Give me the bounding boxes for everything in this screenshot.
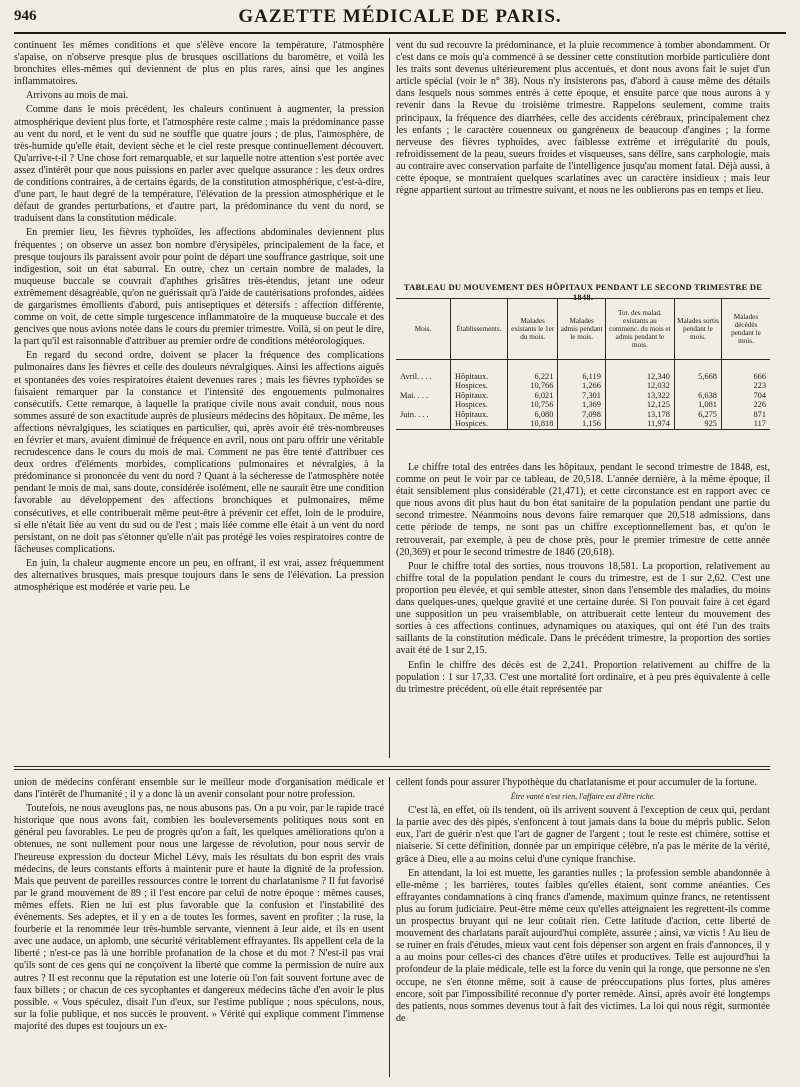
paragraph: vent du sud recouvre la prédominance, et la pluie recommence à tomber abondamment. Or c'est dans ce mois qu'a commencé à se dessiner cette constitution morbide particulière dont les traits sont devenus ultérieurement plus accentués, et dont nous avons fait le sujet d'un article spécial (voir le n° 38). Nous n'y insisterons pas, d'abord à cause même des détails dans lesquels nous sommes entrés à cette époque, et ensuite parce que nous aurons à y revenir dans la Revue du troisième trimestre. Rappelons seulement, comme traits principaux, la fréquence des diarrhées, celle des accidents cérébraux, principalement chez les enfants ; le caractère couenneux ou gangréneux de beaucoup d'angines ; la forme nerveuse des fièvres typhoïdes, avec faiblesse extrême et irrégularité du pouls, refroidissement de la peau, sueurs froides et visqueuses, sans délire, sans carphologie, mais au contraire avec conservation parfaite de l'intelligence jusqu'au moment fatal. Déjà aussi, à cette époque, se montraient quelques scarlatines avec un caractère insidieux ; mais leur règne appartient surtout au trimestre suivant, et nous ne les oublierons pas en temps et lieu. xyxy=(396,40,770,197)
column-top-right xyxy=(396,40,770,280)
paragraph: Pour le chiffre total des sorties, nous trouvons 18,581. La proportion, relativement au chiffre total de la population pendant le cours du trimestre, est de 1 sur 2,62. C'est une proportion peu élevée, et qui semble attester, sinon dans l'ensemble des maladies, du moins dans quelques-unes, quelque gravité et une certaine durée. Si l'on pouvait faire à cet égard une supposition un peu vraisemblable, on attribuerait cette lenteur du mouvement des sorties à ces affections continues, adynamiques ou ataxiques, qui ont été l'un des traits saillants de la constitution médicale. Dans le précédent trimestre, la proportion des sorties avait été de 1 sur 2,15. xyxy=(396,560,770,657)
table-cell: Hôpitaux. xyxy=(451,372,508,382)
table-cell: 226 xyxy=(721,400,770,410)
table-cell: 6,080 xyxy=(508,410,558,420)
table-cell: 7,301 xyxy=(558,391,606,401)
column-top-right-lower xyxy=(396,462,770,755)
table-cell: 13,178 xyxy=(605,410,674,420)
table-cell: Juin. . . . xyxy=(400,409,429,419)
table-cell: 704 xyxy=(721,391,770,401)
epigraph: Être vanté n'est rien, l'affaire est d'être riche. xyxy=(510,792,656,802)
table-cell: 13,322 xyxy=(605,391,674,401)
table-cell: 7,098 xyxy=(558,410,606,420)
table-cell: 5,668 xyxy=(674,372,721,382)
paragraph: Toutefois, ne nous aveuglons pas, ne nous abusons pas. On a pu voir, par le rapide tracé historique que nous avons fait, combien les bouleversements politiques nous sont en général peu favorables. Le peu de progrès qu'on a fait, les quelques améliorations qu'on a obtenues, ne sont nullement pour nous une largesse de révolution, pour nous servir de l'heureuse expression du docteur Michel Lévy, mais les résultats du bon esprit des vrais médecins, de leurs constants efforts à maintenir pure et haute la dignité de la profession. Mais que peuvent de pareilles ressources contre le torrent du charlatanisme ? Il fut favorisé par le grand mouvement de 89 ; il l'est encore par celui de notre époque : mêmes causes, mêmes effets. Rien ne lui est plus favorable que la confusion et l'instabilité des événements. Ses adeptes, et il y en a de toutes les formes, savent en profiter ; la ruse, la fourberie et la renommée leur très-humble servante, viennent à leur aide, et ils en usent avec une audace, un aplomb, une sécurité véritablement effrayantes. Ils appellent cela de la liberté ; n'est-ce pas là une horrible profanation de la chose et du mot ? N'est-il pas vrai qu'ils sont de ces gens qui ne conçoivent la liberté que comme la permission de nuire aux autres ? Il est reconnu que la réputation est une loterie où l'on fait souvent fortune avec de faux billets ; or chacun de ces sycophantes et dangereux médecins tâche d'en avoir le plus possible. « Vous spéculez, disait l'un d'eux, sur l'estime publique ; nous spéculons, nous, sur la folie publique, et nos succès le prouvent. » Vérité qui explique comment l'immense majorité des dupes est toujours un ex- xyxy=(14,803,384,1032)
table-cell: 1,081 xyxy=(674,400,721,410)
table-cell: 10,818 xyxy=(508,419,558,429)
table-cell: Hospices. xyxy=(451,419,508,429)
column-rule-bottom xyxy=(389,777,390,1077)
table-cell: 10,766 xyxy=(508,381,558,391)
table-cell: Hôpitaux. xyxy=(451,410,508,420)
table-cell: 6,638 xyxy=(674,391,721,401)
table-cell: 666 xyxy=(721,372,770,382)
table-cell xyxy=(674,381,721,391)
table-cell: Hospices. xyxy=(451,381,508,391)
table-header-row xyxy=(396,299,770,360)
table-cell: Hospices. xyxy=(451,400,508,410)
paragraph: C'est là, en effet, où ils tendent, où ils arrivent souvent à l'exception de ceux qui, perdant la partie avec des dés pipés, s'enfoncent à tout jamais dans la boue du mépris public. Selon eux, l'art de guérir n'est que l'art de gagner de l'argent ; tout le reste est chimère, sottise et niaiserie. Si cette définition, donnée par un empirique célèbre, n'a pas le mérite de la vérité, grâce à Dieu, elle a au moins celui d'une cynique franchise. xyxy=(396,805,770,865)
column-bottom-right xyxy=(396,777,770,1077)
table-header-cell: Malades décédés pendant le mois. xyxy=(721,299,770,360)
table-cell: 12,125 xyxy=(605,400,674,410)
table-cell: 6,221 xyxy=(508,372,558,382)
table-cell: 1,266 xyxy=(558,381,606,391)
paragraph: En juin, la chaleur augmente encore un peu, en offrant, il est vrai, assez fréquemment des alternatives brusques, mais presque toujours dans le sens de l'élévation. La pression atmosphérique est modérée et varie peu. Le xyxy=(14,557,384,594)
table-header-cell: Tot. des malad. existants au commenc. du mois et admis pendant le mois. xyxy=(605,299,674,360)
table-header-cell: Malades existants le 1er du mois. xyxy=(508,299,558,360)
table-row xyxy=(396,410,770,420)
table-header-cell: Mois. xyxy=(396,299,451,360)
table-cell: 925 xyxy=(674,419,721,429)
table-spacer xyxy=(396,360,770,372)
column-bottom-left xyxy=(14,777,384,1077)
table-header-cell: Malades sortis pendant le mois. xyxy=(674,299,721,360)
page-number: 946 xyxy=(14,8,37,24)
section-rule xyxy=(14,766,770,767)
paragraph: En premier lieu, les fièvres typhoïdes, les affections abdominales deviennent plus fréquentes ; on observe un assez bon nombre d'érysipèles, principalement de la face, et presque toujours ils paraissent avoir pour point de départ une souffrance gastrique, soit une indigestion, soit un état saburral. En outre, chez un certain nombre de malades, la muqueuse buccale se couvrait d'aphthes grisâtres très-étendus, jetant une odeur extrêmement désagréable, qu'on ne guérissait qu'à l'aide de cautérisations profondes, aidées de gargarismes émollients d'abord, puis antiseptiques et détersifs : affection différente, comme on voit, de cette simple turgescence inflammatoire de la muqueuse buccale et des gencives que nous avions notée dans le cours du premier trimestre. Voilà, si on peut le dire, la part qu'il est raisonnable d'attribuer au premier ordre de conditions météorologiques. xyxy=(14,227,384,348)
table-cell: 12,032 xyxy=(605,381,674,391)
paragraph: Arrivons au mois de mai. xyxy=(26,90,129,102)
table-row xyxy=(396,381,770,391)
table-row xyxy=(396,419,770,429)
table-cell: 6,021 xyxy=(508,391,558,401)
hospital-movement-table xyxy=(396,298,770,430)
table-cell: 10,756 xyxy=(508,400,558,410)
table-header-cell: Malades admis pendant le mois. xyxy=(558,299,606,360)
table-cell: 1,369 xyxy=(558,400,606,410)
masthead-title: GAZETTE MÉDICALE DE PARIS. xyxy=(238,6,562,27)
column-top-left xyxy=(14,40,384,755)
table-row xyxy=(396,391,770,401)
table-cell xyxy=(396,419,451,429)
table-cell: Mai. . . . xyxy=(400,390,429,400)
table-cell xyxy=(396,400,451,410)
table-cell: 6,119 xyxy=(558,372,606,382)
paragraph: continuent les mêmes conditions et que s'élève encore la température, l'atmosphère s'apaise, on n'observe presque plus de brusques oscillations du baromètre, et voilà les bronchites elles-mêmes qui deviennent de plus en plus rares, ainsi que les angines inflammatoires. xyxy=(14,40,384,88)
paragraph: En regard du second ordre, doivent se placer la fréquence des complications pulmonaires dans les fièvres et celle des douleurs névralgiques. Ainsi les affections aiguës et spontanées des voies respiratoires étaient devenues rares ; mais les fièvres typhoïdes se faisaient remarquer par la constance et l'intensité des engouements pulmonaires consécutifs. Cette remarque, à laquelle la pratique civile nous avait conduit, nous nous sommes assuré de son exactitude auprès de plusieurs médecins des hôpitaux. De même, les affections névralgiques, les sciatiques en particulier, qui, après avoir été très-nombreuses en février et mars, avaient diminué de fréquence en avril, nous ont paru offrir une véritable recrudescence dans le cours du mois de mai. Comment ne pas être tenté d'attribuer ces deux ordres d'éléments morbides, complications pulmonaires et névralgies, à la prédominance si prononcée du vent du nord ? Quant à la sécheresse de l'atmosphère notée pendant le mois de mai, sans doute, considérée isolément, elle ne saurait être une condition favorable au développement des affections bronchiques et pulmonaires, même consécutives, et elle contribuerait même peut-être à prévenir cet effet, loin de le produire, si elle n'était liée au vent du sud ou de l'est ; mais liée comme elle était à un vent du nord persistant, on ne doit pas s'étonner qu'elle n'ait pas protégé les voies respiratoires contre de fâcheuses complications. xyxy=(14,350,384,555)
paragraph: cellent fonds pour assurer l'hypothèque du charlatanisme et pour accumuler de la fortune. xyxy=(396,777,757,788)
paragraph: Enfin le chiffre des décès est de 2,241. Proportion relativement au chiffre de la population : 1 sur 17,33. C'est une mortalité fort ordinaire, et à peu près équivalente à celle du trimestre précédent, où elle était représentée par xyxy=(396,659,770,695)
table-cell: 12,340 xyxy=(605,372,674,382)
table-cell: 871 xyxy=(721,410,770,420)
table-cell xyxy=(396,381,451,391)
section-rule xyxy=(14,769,770,770)
paragraph: union de médecins conférant ensemble sur le meilleur mode d'organisation médicale et dans l'intérêt de l'humanité ; il y a donc là un avenir consolant pour notre profession. xyxy=(14,777,384,801)
table-row xyxy=(396,372,770,382)
table-header-cell: Établissements. xyxy=(451,299,508,360)
table-cell: Hôpitaux. xyxy=(451,391,508,401)
table-cell: Avril. . . . xyxy=(400,371,432,381)
table-cell: 223 xyxy=(721,381,770,391)
page-header xyxy=(14,6,786,34)
column-rule-top xyxy=(389,38,390,758)
table-cell: 6,275 xyxy=(674,410,721,420)
table-cell: 11,974 xyxy=(605,419,674,429)
table-cell: 117 xyxy=(721,419,770,429)
table-title: TABLEAU DU MOUVEMENT DES HÔPITAUX PENDANT LE SECOND TRIMESTRE DE 1848. xyxy=(403,282,763,302)
paragraph: Le chiffre total des entrées dans les hôpitaux, pendant le second trimestre de 1848, est, comme on peut le voir par ce tableau, de 20,518. L'année dernière, à la même époque, il était sensiblement plus considérable (21,471), et cette circonstance est en rapport avec ce que nous avons dit plus haut du bon état sanitaire de la population pendant une partie du second trimestre. Néanmoins nous devons faire remarquer que 20,518 admissions, dans cette période de temps, ne sont pas un chiffre exceptionnellement bas, et qu'on le retrouverait, par exemple, à peu de chose près, pour le premier trimestre de cette année (20,369) et pour le second trimestre de 1846 (20,618). xyxy=(396,462,770,558)
table-cell: 1,156 xyxy=(558,419,606,429)
paragraph: Comme dans le mois précédent, les chaleurs continuent à augmenter, la pression atmosphérique devient plus forte, et l'atmosphère reste calme ; mais la prédominance passe au vent du nord, et le vent du sud ne souffle que quatre jours ; de plus, l'atmosphère, de très-humide qu'elle était, devient sèche et le ciel reste presque continuellement découvert. Qu'arrive-t-il ? Une chose fort remarquable, et sur laquelle notre attention s'est portée avec assez d'intérêt pour que nous puissions en parler avec quelque assurance : les deux ordres de conditions contraires, à de certains égards, de la constitution atmosphérique, c'est-à-dire, d'une part, le haut degré de la température, l'élévation de la pression atmosphérique et le défaut de grandes perturbations, et d'autre part, la prédominance du vent du nord, se traduisent dans la constitution médicale. xyxy=(14,104,384,225)
table-row xyxy=(396,400,770,410)
paragraph: En attendant, la loi est muette, les garanties nulles ; la profession semble abandonnée à elle-même ; les barrières, toutes faibles qu'elles étaient, sont comme anéanties. Ces effrayantes condamnations à cinq francs d'amende, maximum quinze francs, ne retentissent plus au forum judiciaire. Peut-être même ceux qu'elles atteignaient les regrettent-ils comme un prospectus bruyant qui ne leur coûtait rien. Cette latitude d'action, cette liberté de mouvement des charlatans paraît aujourd'hui complète, assurée ; ainsi, væ victis ! Au lieu de se ruiner en frais d'études, mieux vaut cent fois dépenser son argent en frais d'annonces, il y a au moins pour celles-ci des chances d'être utiles et productives. Telle est aujourd'hui la profondeur de la plaie médicale, telle est la force du venin qui la ronge, que personne ne s'en occupe, ne s'en étonne même, soit à cause de préoccupations plus fortes, plus amères encore, soit par l'impossibilité reconnue d'y porter remède. Ainsi, après avoir été longtemps des patients, nous sommes devenus tout à fait des victimes. La loi qui nous régit, surmontée de xyxy=(396,867,770,1024)
